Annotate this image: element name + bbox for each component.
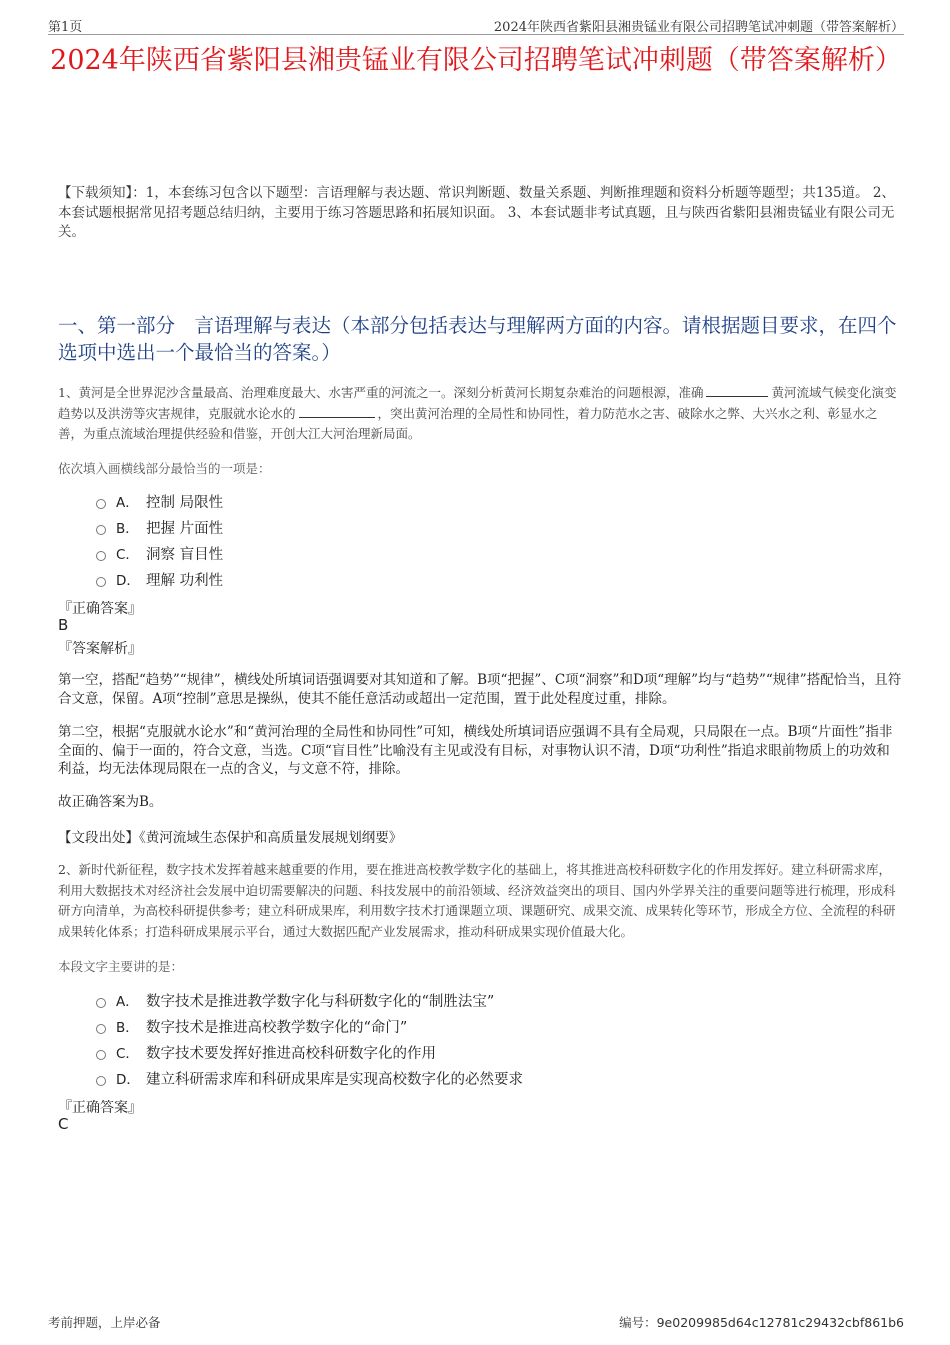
radio-icon[interactable] <box>96 1050 106 1060</box>
option-a[interactable] <box>96 987 523 1013</box>
question-1-text-part1: 1、黄河是全世界泥沙含量最高、治理难度最大、水害严重的河流之一。深刻分析黄河长期复杂难治的问题根源，准确 <box>58 385 704 400</box>
option-letter: B． <box>116 521 139 537</box>
option-b[interactable] <box>96 1013 523 1039</box>
question-1-prompt: 依次填入画横线部分最恰当的一项是： <box>58 461 271 476</box>
answer-label: 『正确答案』 <box>58 601 142 617</box>
question-2-options <box>96 987 523 1091</box>
option-text: 数字技术是推进高校教学数字化的“命门” <box>146 1019 408 1036</box>
code-value: 9e0209985d64c12781c29432cbf861b6 <box>656 1315 904 1330</box>
question-1-text-part3: ，突出黄河治理的全局性和协同性，着力防范水之害、破除水之弊、大兴水之利、彰显水之善，为重点流域治理提供经验和借鉴，开创大江大河治理新局面。 <box>58 405 878 441</box>
option-text: 建立科研需求库和科研成果库是实现高校数字化的必然要求 <box>146 1071 523 1088</box>
code-label: 编号： <box>619 1315 657 1330</box>
option-letter: B． <box>116 1020 139 1036</box>
document-code <box>619 1313 904 1331</box>
source-citation: 【文段出处】《黄河流域生态保护和高质量发展规划纲要》 <box>58 830 403 846</box>
option-text: 数字技术要发挥好推进高校科研数字化的作用 <box>146 1045 436 1062</box>
option-text: 理解 功利性 <box>146 572 224 589</box>
question-2-prompt: 本段文字主要讲的是： <box>58 959 184 974</box>
analysis-label: 『答案解析』 <box>58 641 142 657</box>
question-2-text: 2、新时代新征程，数字技术发挥着越来越重要的作用，要在推进高校教学数字化的基础上，将其推进高校科研数字化的作用发挥好。建立科研需求库，利用大数据技术对经济社会发展中迫切需要解决的问题、科技发展中的前沿领域、经济效益突出的项目、国内外学界关注的重要问题等进行梳理，形成科研方向清单，为高校科研提供参考；建立科研成果库，利用数字技术打通课题立项、课题研究、成果交流、成果转化等环节，形成全方位、全流程的科研成果转化体系；打造科研成果展示平台，通过大数据匹配产业发展需求，推动科研成果实现价值最大化。 <box>58 862 896 939</box>
answer-value: C <box>58 1115 69 1133</box>
answer-label: 『正确答案』 <box>58 1100 142 1116</box>
analysis-paragraph-1: 第一空，搭配“趋势”“规律”，横线处所填词语强调要对其知道和了解。B项“把握”、C项“洞察”和D项“理解”均与“趋势”“规律”搭配恰当，且符合文意，保留。A项“控制”意思是操纵，使其不能任意活动或超出一定范围，置于此处程度过重，排除。 <box>58 672 902 707</box>
page-title: 2024年陕西省紫阳县湘贵锰业有限公司招聘笔试冲刺题（带答案解析） <box>50 45 902 76</box>
section-title: 一、第一部分 言语理解与表达（本部分包括表达与理解两方面的内容。请根据题目要求，在四个选项中选出一个最恰当的答案。） <box>58 314 897 364</box>
question-1-options <box>96 488 223 592</box>
option-text: 把握 片面性 <box>146 520 224 537</box>
fill-blank-1 <box>706 384 768 397</box>
option-letter: C． <box>116 547 139 563</box>
radio-icon[interactable] <box>96 551 106 561</box>
radio-icon[interactable] <box>96 1024 106 1034</box>
option-d[interactable] <box>96 1065 523 1091</box>
page-number: 第1页 <box>48 20 83 35</box>
fill-blank-2 <box>299 405 375 418</box>
option-a[interactable] <box>96 488 223 514</box>
option-text: 洞察 盲目性 <box>146 546 224 563</box>
footer-slogan: 考前押题，上岸必备 <box>48 1315 161 1330</box>
option-b[interactable] <box>96 514 223 540</box>
analysis-conclusion: 故正确答案为B。 <box>58 794 163 810</box>
option-letter: A． <box>116 994 139 1010</box>
download-notice: 【下载须知】：1，本套练习包含以下题型：言语理解与表达题、常识判断题、数量关系题、判断推理题和资料分析题等题型；共135道。 2、本套试题根据常见招考题总结归纳，主要用于练习答题思路和拓展知识面。 3、本套试题非考试真题，且与陕西省紫阳县湘贵锰业有限公司无关。 <box>58 185 895 240</box>
option-c[interactable] <box>96 1039 523 1065</box>
answer-value: B <box>58 616 69 634</box>
option-letter: D． <box>116 1072 140 1088</box>
radio-icon[interactable] <box>96 998 106 1008</box>
option-letter: A． <box>116 495 139 511</box>
running-title: 2024年陕西省紫阳县湘贵锰业有限公司招聘笔试冲刺题（带答案解析） <box>493 20 904 35</box>
question-1-text <box>58 383 902 445</box>
page-header <box>48 14 904 35</box>
option-letter: C． <box>116 1046 139 1062</box>
option-text: 数字技术是推进教学数字化与科研数字化的“制胜法宝” <box>146 993 495 1010</box>
option-letter: D． <box>116 573 140 589</box>
option-d[interactable] <box>96 566 223 592</box>
analysis-paragraph-2: 第二空，根据“克服就水论水”和“黄河治理的全局性和协同性”可知，横线处所填词语应强调不具有全局观，只局限在一点。B项“片面性”指非全面的、偏于一面的，符合文意，当选。C项“盲目性”比喻没有主见或没有目标，对事物认识不清，D项“功利性”指追求眼前物质上的功效和利益，均无法体现局限在一点的含义，与文意不符，排除。 <box>58 724 893 777</box>
question-1-text-part2: 黄河流域气候变化演变趋势以及洪涝等灾害规律，克服就水论水的 <box>58 385 897 421</box>
option-c[interactable] <box>96 540 223 566</box>
option-text: 控制 局限性 <box>146 494 224 511</box>
radio-icon[interactable] <box>96 1076 106 1086</box>
radio-icon[interactable] <box>96 577 106 587</box>
radio-icon[interactable] <box>96 525 106 535</box>
radio-icon[interactable] <box>96 499 106 509</box>
